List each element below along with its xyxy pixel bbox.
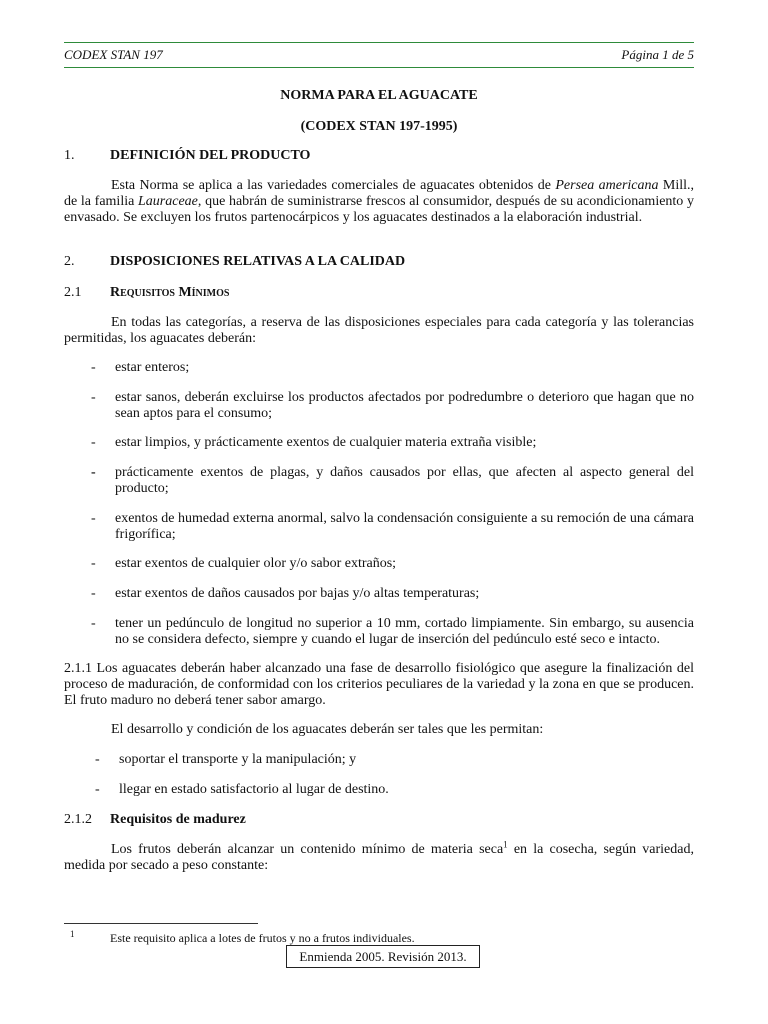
bullet-dash: - bbox=[91, 586, 96, 601]
bullet-item: prácticamente exentos de plagas, y daños causados por ellas, que afecten al aspecto general del producto; bbox=[115, 465, 694, 496]
header-rule-bottom bbox=[64, 67, 694, 68]
section-2-1-1-paragraph: 2.1.1 Los aguacates deberán haber alcanzado una fase de desarrollo fisiológico que asegure la finalización del proceso de maduración, de conformidad con los criterios peculiares de la variedad y la zona en que se producen. El fruto maduro no deberá tener sabor amargo. bbox=[64, 661, 694, 708]
header-page-number: Página 1 de 5 bbox=[621, 47, 694, 62]
bullet-item: estar sanos, deberán excluirse los productos afectados por podredumbre o deterioro que hagan que no sean aptos para el consumo; bbox=[115, 390, 694, 421]
section-1-number bbox=[64, 148, 75, 164]
bullet-item: exentos de humedad externa anormal, salvo la condensación consiguiente a su remoción de una cámara frigorífica; bbox=[115, 511, 694, 542]
header-doc-id: CODEX STAN 197 bbox=[64, 47, 163, 62]
text-run: Esta Norma se aplica a las variedades comerciales de aguacates obtenidos de bbox=[111, 178, 556, 193]
bullet-dash: - bbox=[91, 511, 96, 526]
bullet-item: estar exentos de daños causados por bajas y/o altas temperaturas; bbox=[115, 586, 480, 601]
bullet-dash: - bbox=[95, 782, 100, 797]
bullet-item: tener un pedúnculo de longitud no superior a 10 mm, cortado limpiamente. Sin embargo, su ausencia no se considera defecto, siempre y cuando el lugar de inserción del pedúnculo esté seco e intacto. bbox=[115, 616, 694, 647]
section-2-1-number: 2.1 bbox=[64, 285, 82, 300]
family-name: Lauraceae bbox=[138, 194, 198, 209]
bullet-item: llegar en estado satisfactorio al lugar de destino. bbox=[119, 782, 389, 797]
section-2-1-2-paragraph bbox=[64, 839, 694, 874]
section-1-paragraph bbox=[64, 178, 694, 226]
bullet-dash: - bbox=[91, 556, 96, 571]
bullet-dash: - bbox=[91, 435, 96, 450]
section-2-1-2-heading: Requisitos de madurez bbox=[110, 812, 246, 827]
section-2-heading: DISPOSICIONES RELATIVAS A LA CALIDAD bbox=[110, 254, 406, 269]
bullet-item: soportar el transporte y la manipulación; y bbox=[119, 752, 357, 767]
bullet-item: estar exentos de cualquier olor y/o sabor extraños; bbox=[115, 556, 397, 571]
document-subtitle: (CODEX STAN 197-1995) bbox=[300, 119, 458, 134]
species-name: Persea americana bbox=[555, 178, 659, 193]
section-2-1-1-second-paragraph: El desarrollo y condición de los aguacates deberán ser tales que les permitan: bbox=[111, 722, 544, 737]
section-2-number: 2. bbox=[64, 254, 75, 269]
text-run: Los frutos deberán alcanzar un contenido mínimo de materia seca bbox=[111, 842, 504, 857]
section-1-heading: DEFINICIÓN DEL PRODUCTO bbox=[110, 148, 311, 163]
bullet-dash: - bbox=[91, 360, 96, 375]
footnote-number: 1 bbox=[70, 929, 75, 939]
bullet-dash: - bbox=[95, 752, 100, 767]
amendment-box: Enmienda 2005. Revisión 2013. bbox=[286, 945, 480, 968]
header-rule-top bbox=[64, 42, 694, 43]
footnote-separator bbox=[64, 923, 258, 924]
text-run: , que habrán de suministrarse frescos al consumidor, después de su acondicionamiento y envasado. Se excluyen los frutos partenocárpicos y los aguacates destinados a la elaboración industrial. bbox=[64, 194, 694, 225]
bullet-dash: - bbox=[91, 465, 96, 480]
document-title: NORMA PARA EL AGUACATE bbox=[280, 88, 478, 103]
text-run: Mill., de la familia bbox=[64, 178, 694, 209]
section-2-1-intro: En todas las categorías, a reserva de las disposiciones especiales para cada categoría y las tolerancias permitidas, los aguacates deberán: bbox=[64, 315, 694, 346]
text-run: en la cosecha, según variedad, medida por secado a peso constante: bbox=[64, 842, 694, 873]
bullet-dash: - bbox=[91, 390, 96, 405]
section-2-1-2-number: 2.1.2 bbox=[64, 812, 92, 827]
footnote-reference: 1 bbox=[503, 839, 508, 850]
footnote-text: Este requisito aplica a lotes de frutos y no a frutos individuales. bbox=[110, 931, 415, 945]
section-number: 1. bbox=[64, 148, 75, 163]
bullet-dash: - bbox=[91, 616, 96, 631]
bullet-item: estar limpios, y prácticamente exentos de cualquier materia extraña visible; bbox=[115, 435, 537, 450]
bullet-item: estar enteros; bbox=[115, 360, 190, 375]
section-2-1-heading: Requisitos Mínimos bbox=[110, 285, 230, 300]
